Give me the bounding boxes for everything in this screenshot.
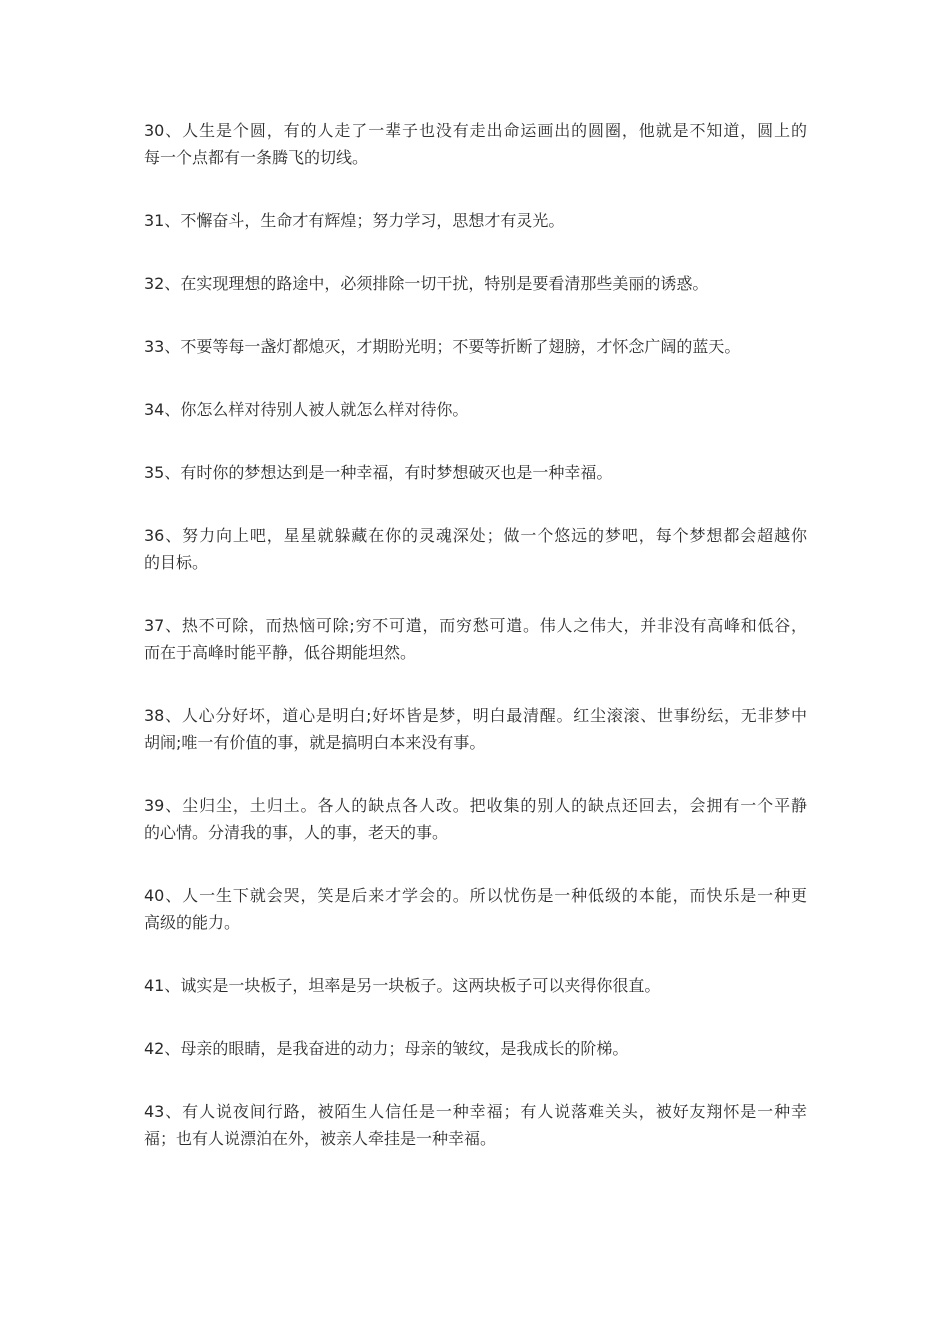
quote-item-36 <box>144 522 807 576</box>
quote-line: 30、人生是个圆，有的人走了一辈子也没有走出命运画出的圆圈，他就是不知道，圆上的 <box>144 121 807 140</box>
quote-line: 37、热不可除，而热恼可除;穷不可遣，而穷愁可遣。伟人之伟大，并非没有高峰和低谷， <box>144 616 807 635</box>
quote-line: 的心情。分清我的事，人的事，老天的事。 <box>144 823 449 842</box>
quote-item-33 <box>144 333 807 360</box>
quote-item-42 <box>144 1035 807 1062</box>
quote-line: 36、努力向上吧，星星就躲藏在你的灵魂深处；做一个悠远的梦吧，每个梦想都会超越你 <box>144 526 807 545</box>
quote-item-31 <box>144 207 807 234</box>
quote-line: 38、人心分好坏，道心是明白;好坏皆是梦，明白最清醒。红尘滚滚、世事纷纭，无非梦中 <box>144 706 807 725</box>
quote-item-35 <box>144 459 807 486</box>
quote-item-37 <box>144 612 807 666</box>
quote-line: 31、不懈奋斗，生命才有辉煌；努力学习，思想才有灵光。 <box>144 211 565 230</box>
quote-line: 39、尘归尘，土归土。各人的缺点各人改。把收集的别人的缺点还回去，会拥有一个平静 <box>144 796 807 815</box>
quote-line: 35、有时你的梦想达到是一种幸福，有时梦想破灭也是一种幸福。 <box>144 463 613 482</box>
quote-line: 而在于高峰时能平静，低谷期能坦然。 <box>144 643 417 662</box>
quote-item-43 <box>144 1098 807 1152</box>
quote-line: 高级的能力。 <box>144 913 241 932</box>
quote-item-38 <box>144 702 807 756</box>
quote-line: 福；也有人说漂泊在外，被亲人牵挂是一种幸福。 <box>144 1129 497 1148</box>
quote-item-32 <box>144 270 807 297</box>
quote-line: 41、诚实是一块板子，坦率是另一块板子。这两块板子可以夹得你很直。 <box>144 976 661 995</box>
quote-line: 的目标。 <box>144 553 209 572</box>
quote-line: 胡闹;唯一有价值的事，就是搞明白本来没有事。 <box>144 733 486 752</box>
quote-item-34 <box>144 396 807 423</box>
quote-item-40 <box>144 882 807 936</box>
quote-line: 每一个点都有一条腾飞的切线。 <box>144 148 369 167</box>
quote-line: 32、在实现理想的路途中，必须排除一切干扰，特别是要看清那些美丽的诱惑。 <box>144 274 709 293</box>
quote-list <box>144 117 807 1188</box>
quote-line: 40、人一生下就会哭，笑是后来才学会的。所以忧伤是一种低级的本能，而快乐是一种更 <box>144 886 807 905</box>
quote-line: 43、有人说夜间行路，被陌生人信任是一种幸福；有人说落难关头，被好友翔怀是一种幸 <box>144 1102 807 1121</box>
quote-line: 33、不要等每一盏灯都熄灭，才期盼光明；不要等折断了翅膀，才怀念广阔的蓝天。 <box>144 337 741 356</box>
quote-line: 34、你怎么样对待别人被人就怎么样对待你。 <box>144 400 469 419</box>
quote-item-41 <box>144 972 807 999</box>
quote-line: 42、母亲的眼睛，是我奋进的动力；母亲的皱纹，是我成长的阶梯。 <box>144 1039 629 1058</box>
quote-item-39 <box>144 792 807 846</box>
quote-item-30 <box>144 117 807 171</box>
